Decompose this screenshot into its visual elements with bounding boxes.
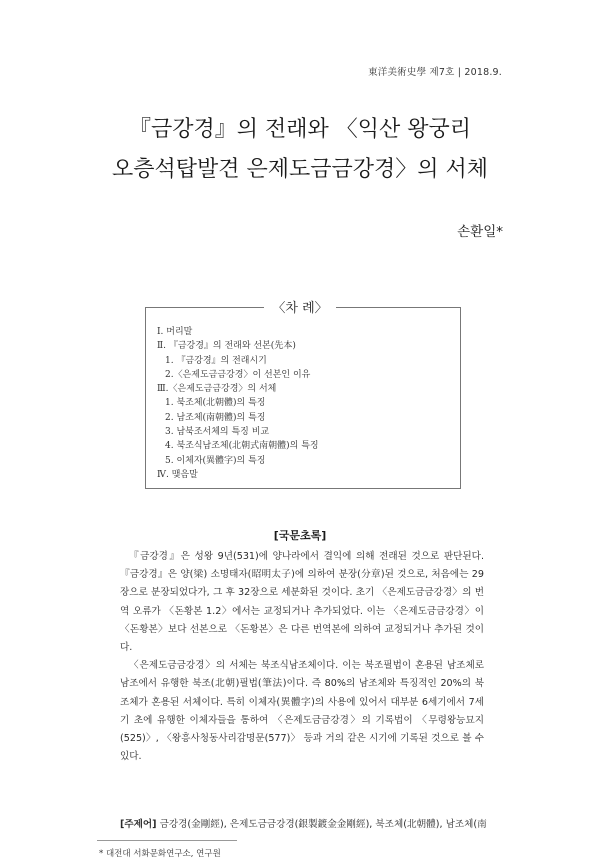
toc-item: 5. 이체자(異體字)의 특징 [165,455,266,466]
abstract-heading: [국문초록] [273,529,327,542]
toc-item: 2.〈은제도금금강경〉이 선본인 이유 [165,369,311,380]
keywords-label: [주제어] [120,819,157,830]
toc-item: 1. 『금강경』의 전래시기 [165,355,267,366]
toc-item: 2. 남조체(南朝體)의 특징 [165,412,266,423]
toc-item: Ⅰ. 머리말 [157,327,193,337]
toc-item: 1. 북조체(北朝體)의 특징 [165,398,266,409]
toc-item: Ⅲ.〈은제도금금강경〉의 서체 [157,384,277,395]
toc-item: 3. 남북조서체의 특징 비교 [165,427,270,438]
toc-item: 4. 북조식남조체(北朝式南朝體)의 특징 [165,441,319,452]
title-line-2: 오층석탑발견 은제도금금강경〉의 서체 [111,157,489,182]
title-line-1: 『금강경』의 전래와 〈익산 왕궁리 [128,117,471,142]
journal-header: 東洋美術史學 제7호 | 2018.9. [368,67,502,78]
author-name: 손환일* [457,224,503,240]
footnote-divider [97,840,237,841]
abstract-paragraph: 〈은제도금금강경〉의 서체는 북조식남조체이다. 이는 북조필법이 혼용된 남조체로 남조에서 유행한 북조(北朝)필법(筆法)이다. 즉 80%의 남조체와 특징적인 20%의 북조체가 혼용된 서체이다. 특히 이체자(異體字)의 사용에 있어서 대부분 6세기에서 7세기 초에 유행한 이체자들을 통하여 〈은제도금금강경〉의 기록법이 〈무령왕능묘지(525)〉, 〈왕흥사청동사리감명문(577)〉 등과 거의 같은 시기에 기록된 것으로 볼 수 있다. [120,660,484,763]
toc-heading: 〈차 례〉 [0,297,600,316]
keywords-text: 금강경(金剛經), 은제도금금강경(銀製鍍金金剛經), 북조체(北朝體), 남조체(南 [156,819,487,830]
abstract-body [120,548,484,766]
toc-list [157,325,319,482]
toc-item: Ⅳ. 맺음말 [157,469,198,480]
toc-item: Ⅱ. 『금강경』의 전래와 선본(先本) [157,341,296,352]
footnote: * 대전대 서화문화연구소, 연구원 [99,849,221,859]
abstract-paragraph: 『금강경』은 성왕 9년(531)에 양나라에서 결익에 의해 전래된 것으로 판단된다. 『금강경』은 양(梁) 소명태자(昭明太子)에 의하여 분장(分章)된 것으로, 처음에는 29장으로 분장되었다가, 그 후 32장으로 세분화된 것이다. 초기 〈은제도금금강경〉의 번역 오류가 〈돈황본 1.2〉에서는 교정되거나 추가되었다. 이는 〈은제도금금강경〉이 〈돈황본〉보다 선본으로 〈돈황본〉은 다른 번역본에 의하여 교정되거나 추가된 것이다. [120,551,484,654]
paper-title [0,110,600,190]
keywords [120,816,500,830]
